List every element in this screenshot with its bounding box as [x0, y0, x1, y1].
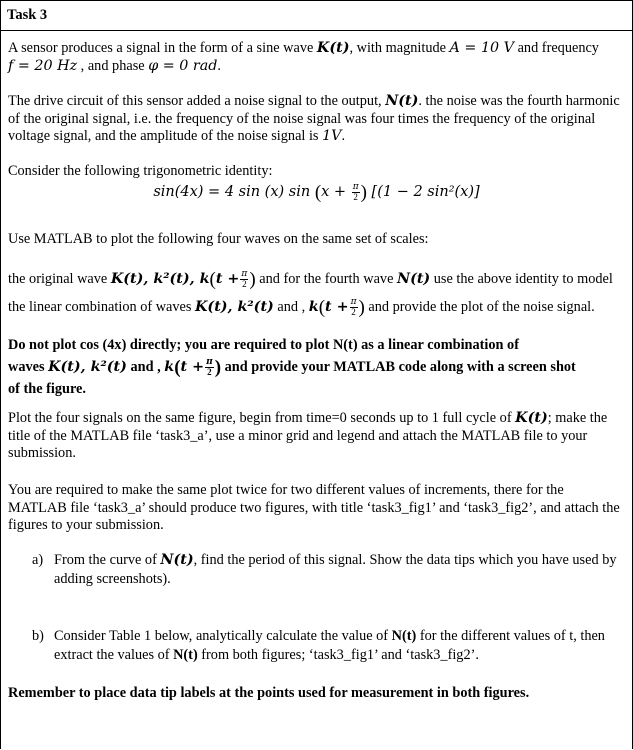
noise-amplitude: 1V [322, 128, 342, 144]
signal-k: K(t) [316, 40, 350, 56]
increment-instructions: You are required to make the same plot twice for two different values of increments, there for the MATLAB file ‘task3_a’ should produce two figures, with title ‘task3_fig1’ and ‘task3_fig2’, and attach the figures to your submission. [8, 482, 620, 533]
matlab-instruction: Use MATLAB to plot the following four waves on the same set of scales: [8, 231, 429, 247]
waves-paragraph: the original wave K(t), k²(t), k(t + $\frac{\pi}{2}$ ) and for the fourth wave N(t) use the above identity to model the linear combination of waves K(t), k²(t) and , k(t + $\frac{\pi}{2}$ ) and provide the plot of the noise signal. [8, 269, 613, 318]
trig-identity: sin(4x) = 4 sin (x) sin (x + $\frac{\pi}{2}$ ) [(1 − 2 sin²(x)] [153, 181, 480, 203]
question-b: b) Consider Table 1 below, analytically calculate the value of N(t) for the different values of t, then extract the values of N(t) from both figures; ‘task3_fig1’ and ‘task3_fig2’. [32, 628, 605, 663]
noise-paragraph: The drive circuit of this sensor added a noise signal to the output, N(t). the noise was the fourth harmonic of the original signal, i.e. the frequency of the noise signal was four times the frequency of the original voltage signal, and the amplitude of the noise signal is 1V. [8, 93, 620, 144]
plot-instructions: Plot the four signals on the same figure, begin from time=0 seconds up to 1 full cycle of K(t); make the title of the MATLAB file ‘task3_a’, use a minor grid and legend and attach the MATLAB file to your submission. [8, 410, 608, 461]
task-title: Task 3 [7, 7, 48, 23]
bold-requirement: Do not plot cos (4x) directly; you are required to plot N(t) as a linear combination of waves K(t), k²(t) and , k(t + $\frac{\pi}{2}$ ) and provide your MATLAB code along with a screen shot of the figure. [8, 337, 576, 397]
phase-value: φ = 0 rad [148, 57, 218, 74]
title-divider [0, 30, 633, 31]
signal-n: N(t) [385, 93, 419, 109]
pi-over-2: $\frac{\pi}{2}$ [352, 182, 359, 202]
sensor-paragraph: A sensor produces a signal in the form of a sine wave K(t), with magnitude A = 10 V and frequency f = 20 Hz , and phase φ = 0 rad. [8, 40, 599, 74]
frequency-value: f = 20 Hz [8, 57, 78, 74]
magnitude-value: A = 10 V [449, 40, 515, 56]
identity-intro: Consider the following trigonometric identity: [8, 163, 273, 179]
final-reminder: Remember to place data tip labels at the points used for measurement in both figures. [8, 685, 530, 701]
question-a: a) From the curve of N(t), find the period of this signal. Show the data tips which you have used by adding screenshots). [32, 552, 617, 587]
